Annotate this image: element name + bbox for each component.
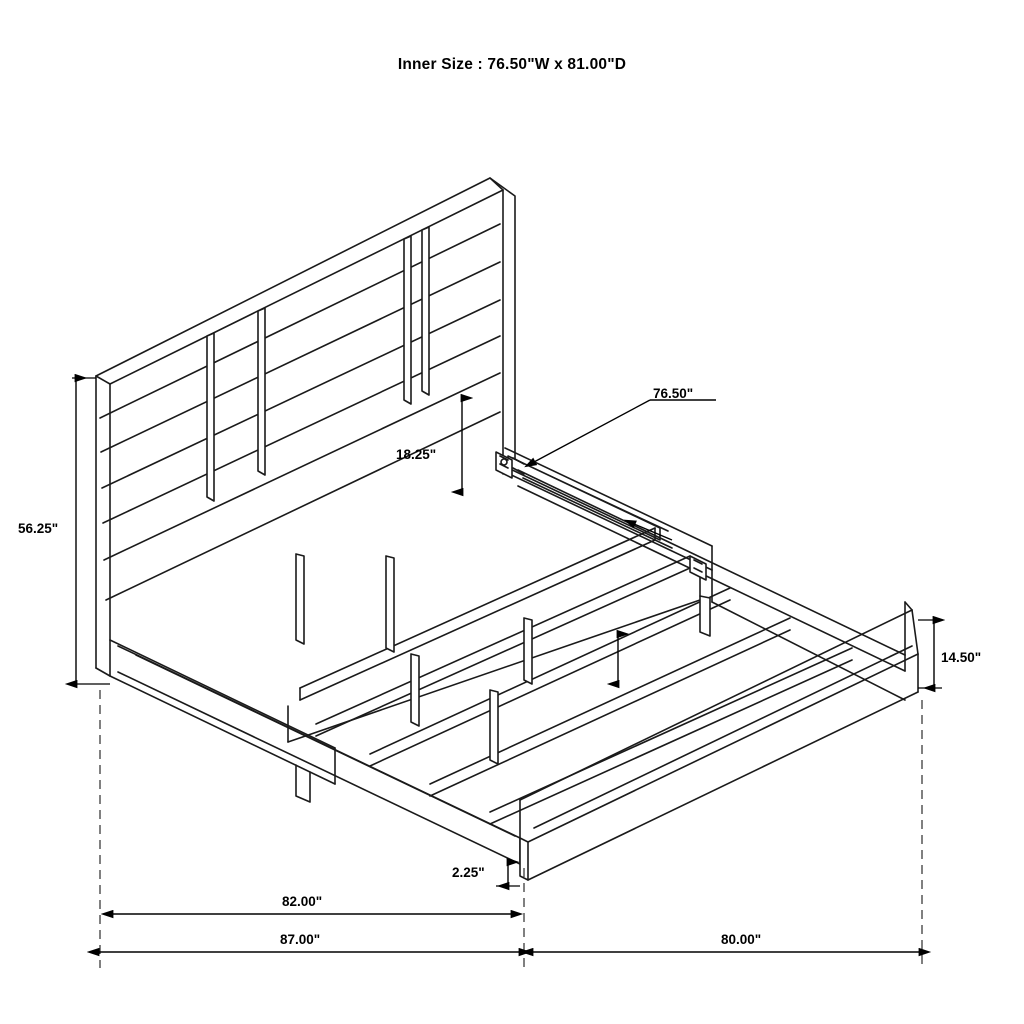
headboard [96,178,515,676]
footboard [520,602,918,880]
dimension-label-headboard-clearance: 18.25" [396,447,437,462]
page-title: Inner Size : 76.50"W x 81.00"D [397,56,627,73]
dimension-label-inner-length: 82.00" [282,894,323,909]
dimension-label-footboard-height: 14.50" [941,650,982,665]
headboard-base [110,640,335,802]
bed-frame [118,448,905,864]
dimension-label-overall-width: 80.00" [721,932,762,947]
dimension-label-inner-width: 76.50" [653,386,694,401]
dimension-label-overall-height: 56.25" [18,521,59,536]
dimension-label-overall-length: 87.00" [280,932,321,947]
dimension-label-floor-clearance: 2.25" [452,865,485,880]
